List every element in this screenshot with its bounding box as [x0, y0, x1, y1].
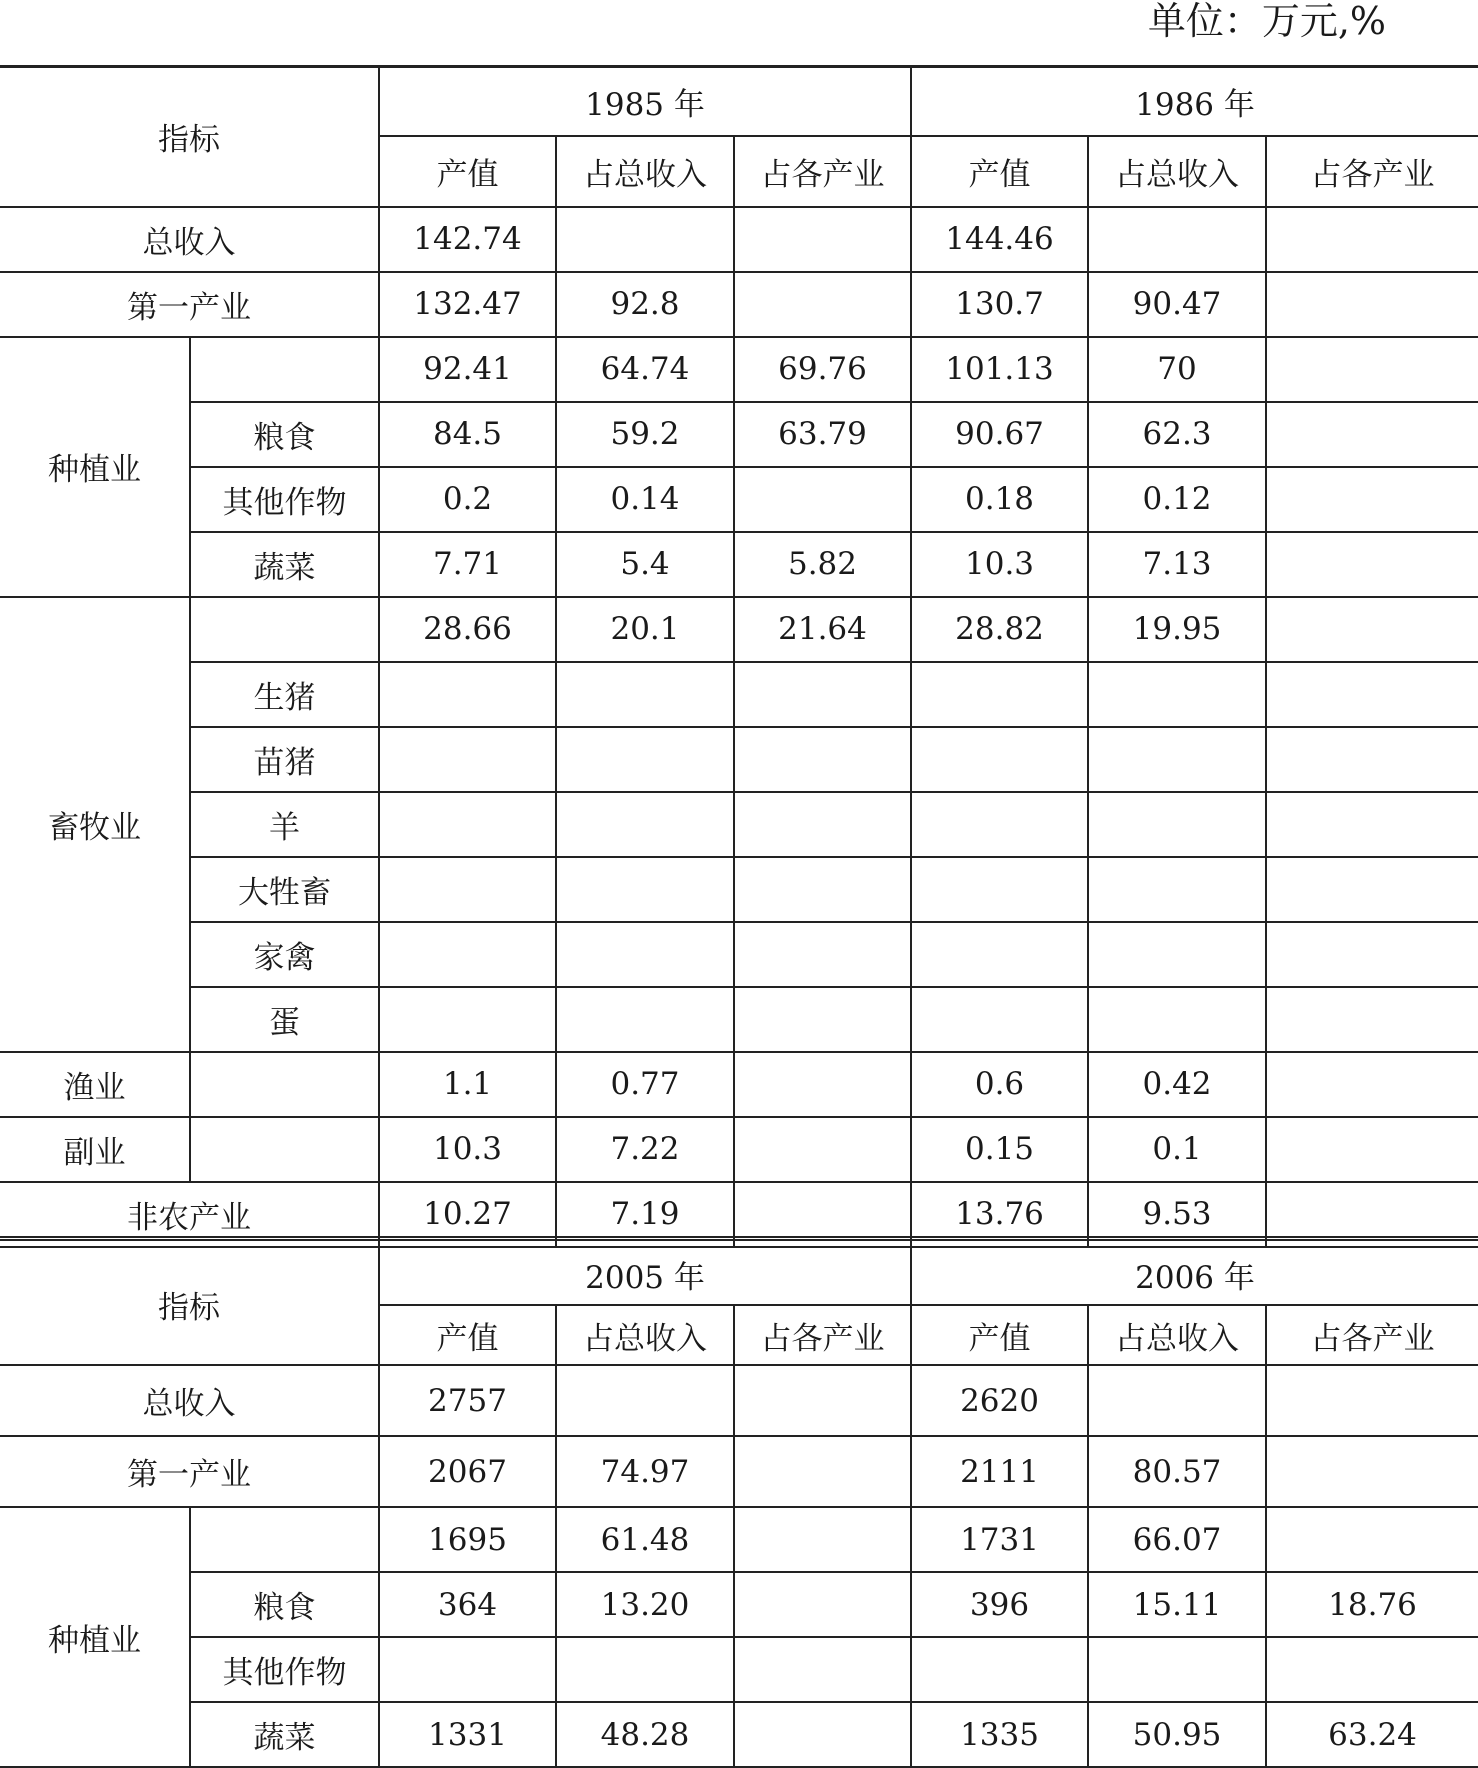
table-cell — [556, 987, 734, 1052]
income-table-1985-1986 — [0, 65, 1478, 1248]
row-label: 总收入 — [0, 1365, 379, 1436]
table-cell — [1088, 922, 1266, 987]
table-cell — [1088, 857, 1266, 922]
income-table-2005-2006 — [0, 1244, 1478, 1768]
table-row — [0, 1637, 1478, 1702]
table-cell: 10.3 — [911, 532, 1088, 597]
table-cell: 132.47 — [379, 272, 556, 337]
table-cell — [734, 207, 911, 272]
year-header: 1986 年 — [911, 67, 1478, 136]
table-row — [0, 1436, 1478, 1507]
table-divider — [0, 1236, 1478, 1241]
table-cell — [734, 1507, 911, 1572]
table-cell: 20.1 — [556, 597, 734, 662]
table-cell — [734, 1365, 911, 1436]
table-cell — [556, 792, 734, 857]
table-cell — [556, 207, 734, 272]
table-row — [0, 662, 1478, 727]
sub-label — [190, 1117, 379, 1182]
table-cell: 130.7 — [911, 272, 1088, 337]
row-label: 非农产业 — [0, 1182, 379, 1247]
table-cell — [1266, 337, 1478, 402]
table-cell: 2067 — [379, 1436, 556, 1507]
table-cell — [1266, 792, 1478, 857]
table-cell: 2757 — [379, 1365, 556, 1436]
table-cell — [911, 792, 1088, 857]
table-cell — [379, 727, 556, 792]
table-cell: 1.1 — [379, 1052, 556, 1117]
header-row-years — [0, 1244, 1478, 1305]
group-label: 渔业 — [0, 1052, 190, 1117]
sub-label: 蛋 — [190, 987, 379, 1052]
table-row — [0, 1052, 1478, 1117]
table-cell: 5.82 — [734, 532, 911, 597]
table-cell: 70 — [1088, 337, 1266, 402]
table-row — [0, 1365, 1478, 1436]
table-cell — [734, 1572, 911, 1637]
table-cell — [1088, 207, 1266, 272]
header-row-years — [0, 67, 1478, 136]
subheader-output: 产值 — [379, 136, 556, 207]
subheader-output: 产值 — [379, 1305, 556, 1365]
table-cell — [1266, 922, 1478, 987]
sub-label — [190, 1507, 379, 1572]
table-row — [0, 402, 1478, 467]
table-cell — [1266, 532, 1478, 597]
table-cell: 66.07 — [1088, 1507, 1266, 1572]
table-cell — [1088, 1365, 1266, 1436]
table-cell — [556, 1637, 734, 1702]
table-cell — [1266, 467, 1478, 532]
subheader-share-total: 占总收入 — [1088, 1305, 1266, 1365]
table-cell — [1088, 987, 1266, 1052]
table-cell — [911, 662, 1088, 727]
table-cell — [1266, 987, 1478, 1052]
table-cell — [556, 727, 734, 792]
table-cell — [734, 792, 911, 857]
table-cell: 7.22 — [556, 1117, 734, 1182]
table-cell: 48.28 — [556, 1702, 734, 1767]
table-cell: 84.5 — [379, 402, 556, 467]
table-cell — [734, 467, 911, 532]
subheader-output: 产值 — [911, 136, 1088, 207]
table-cell: 13.20 — [556, 1572, 734, 1637]
table-cell: 0.77 — [556, 1052, 734, 1117]
row-label: 总收入 — [0, 207, 379, 272]
table-cell — [379, 987, 556, 1052]
sub-label: 其他作物 — [190, 1637, 379, 1702]
table-cell — [734, 857, 911, 922]
table-cell: 7.13 — [1088, 532, 1266, 597]
table-cell — [1266, 857, 1478, 922]
table-cell — [379, 857, 556, 922]
table-cell — [1088, 662, 1266, 727]
table-cell — [911, 857, 1088, 922]
subheader-share-industry: 占各产业 — [734, 136, 911, 207]
table-cell — [734, 1117, 911, 1182]
table-cell — [1266, 1436, 1478, 1507]
sub-label: 粮食 — [190, 402, 379, 467]
year-header: 2005 年 — [379, 1244, 911, 1305]
table-cell: 90.67 — [911, 402, 1088, 467]
table-cell — [379, 922, 556, 987]
table-cell: 0.6 — [911, 1052, 1088, 1117]
sub-label: 家禽 — [190, 922, 379, 987]
table-cell: 59.2 — [556, 402, 734, 467]
table-cell — [1266, 402, 1478, 467]
table-cell — [556, 857, 734, 922]
table-cell — [556, 922, 734, 987]
table-row — [0, 727, 1478, 792]
table-cell — [734, 1436, 911, 1507]
table-cell — [1088, 1637, 1266, 1702]
table-row — [0, 207, 1478, 272]
table-cell: 0.12 — [1088, 467, 1266, 532]
year-header: 1985 年 — [379, 67, 911, 136]
table-row — [0, 857, 1478, 922]
table-cell — [379, 662, 556, 727]
row-label: 第一产业 — [0, 1436, 379, 1507]
table-cell: 15.11 — [1088, 1572, 1266, 1637]
table-row — [0, 922, 1478, 987]
table-cell: 62.3 — [1088, 402, 1266, 467]
table-cell — [1266, 1052, 1478, 1117]
table-row — [0, 1702, 1478, 1767]
table-cell — [911, 987, 1088, 1052]
sub-label: 粮食 — [190, 1572, 379, 1637]
table-cell — [556, 1365, 734, 1436]
sub-label — [190, 597, 379, 662]
sub-label: 其他作物 — [190, 467, 379, 532]
table-cell — [379, 1637, 556, 1702]
table-cell: 63.79 — [734, 402, 911, 467]
table-cell: 1335 — [911, 1702, 1088, 1767]
sub-label: 蔬菜 — [190, 1702, 379, 1767]
table-cell: 1731 — [911, 1507, 1088, 1572]
table-row — [0, 1572, 1478, 1637]
table-cell: 142.74 — [379, 207, 556, 272]
table-cell: 64.74 — [556, 337, 734, 402]
group-label: 副业 — [0, 1117, 190, 1182]
subheader-share-total: 占总收入 — [556, 136, 734, 207]
table-cell: 2620 — [911, 1365, 1088, 1436]
table-cell: 5.4 — [556, 532, 734, 597]
table-row — [0, 987, 1478, 1052]
table-cell — [734, 1702, 911, 1767]
table-cell: 69.76 — [734, 337, 911, 402]
table-cell — [911, 727, 1088, 792]
table-cell — [911, 922, 1088, 987]
table-cell: 144.46 — [911, 207, 1088, 272]
table-row — [0, 272, 1478, 337]
table-row — [0, 1117, 1478, 1182]
table-row — [0, 1507, 1478, 1572]
table-cell — [734, 662, 911, 727]
table-cell: 7.71 — [379, 532, 556, 597]
table-row — [0, 467, 1478, 532]
table-cell: 0.1 — [1088, 1117, 1266, 1182]
sub-label: 苗猪 — [190, 727, 379, 792]
indicator-header: 指标 — [0, 1244, 379, 1365]
table-cell — [1266, 1507, 1478, 1572]
table-cell: 396 — [911, 1572, 1088, 1637]
table-cell: 28.66 — [379, 597, 556, 662]
group-label: 种植业 — [0, 337, 190, 597]
table-cell — [1266, 1365, 1478, 1436]
subheader-share-industry: 占各产业 — [1266, 1305, 1478, 1365]
subheader-share-total: 占总收入 — [556, 1305, 734, 1365]
sub-label: 羊 — [190, 792, 379, 857]
table-cell — [379, 792, 556, 857]
table-cell: 10.27 — [379, 1182, 556, 1247]
table-cell — [911, 1637, 1088, 1702]
table-cell — [1266, 1637, 1478, 1702]
table-cell — [1266, 1117, 1478, 1182]
table-cell: 92.41 — [379, 337, 556, 402]
table-cell: 61.48 — [556, 1507, 734, 1572]
table-cell — [734, 727, 911, 792]
subheader-output: 产值 — [911, 1305, 1088, 1365]
table-cell: 28.82 — [911, 597, 1088, 662]
row-label: 第一产业 — [0, 272, 379, 337]
table-cell: 21.64 — [734, 597, 911, 662]
table-cell: 1695 — [379, 1507, 556, 1572]
table-row — [0, 792, 1478, 857]
table-cell: 0.42 — [1088, 1052, 1266, 1117]
table-cell — [734, 272, 911, 337]
table-cell: 50.95 — [1088, 1702, 1266, 1767]
table-cell — [1266, 597, 1478, 662]
sub-label: 生猪 — [190, 662, 379, 727]
table-cell: 90.47 — [1088, 272, 1266, 337]
table-cell — [734, 922, 911, 987]
subheader-share-total: 占总收入 — [1088, 136, 1266, 207]
year-header: 2006 年 — [911, 1244, 1478, 1305]
sub-label: 大牲畜 — [190, 857, 379, 922]
table-cell: 19.95 — [1088, 597, 1266, 662]
table-row — [0, 597, 1478, 662]
table-cell: 0.14 — [556, 467, 734, 532]
table-cell — [1088, 792, 1266, 857]
table-cell: 18.76 — [1266, 1572, 1478, 1637]
table-cell — [734, 1637, 911, 1702]
table-cell: 74.97 — [556, 1436, 734, 1507]
unit-label: 单位：万元,% — [1147, 0, 1386, 43]
subheader-share-industry: 占各产业 — [1266, 136, 1478, 207]
table-cell — [1266, 272, 1478, 337]
table-cell — [1266, 727, 1478, 792]
group-label: 种植业 — [0, 1507, 190, 1767]
subheader-share-industry: 占各产业 — [734, 1305, 911, 1365]
table-cell: 2111 — [911, 1436, 1088, 1507]
table-cell: 1331 — [379, 1702, 556, 1767]
table-cell: 7.19 — [556, 1182, 734, 1247]
group-label: 畜牧业 — [0, 597, 190, 1052]
table-cell: 10.3 — [379, 1117, 556, 1182]
sub-label: 蔬菜 — [190, 532, 379, 597]
table-cell: 80.57 — [1088, 1436, 1266, 1507]
table-row — [0, 532, 1478, 597]
table-cell: 0.2 — [379, 467, 556, 532]
table-cell: 364 — [379, 1572, 556, 1637]
table-cell — [1266, 662, 1478, 727]
table-cell: 0.18 — [911, 467, 1088, 532]
table-cell — [734, 987, 911, 1052]
indicator-header: 指标 — [0, 67, 379, 207]
table-cell: 101.13 — [911, 337, 1088, 402]
table-cell: 13.76 — [911, 1182, 1088, 1247]
table-cell: 92.8 — [556, 272, 734, 337]
table-cell: 9.53 — [1088, 1182, 1266, 1247]
sub-label — [190, 337, 379, 402]
sub-label — [190, 1052, 379, 1117]
table-cell — [1266, 207, 1478, 272]
table-cell — [734, 1052, 911, 1117]
table-row — [0, 337, 1478, 402]
table-cell: 63.24 — [1266, 1702, 1478, 1767]
table-cell — [556, 662, 734, 727]
table-cell — [1088, 727, 1266, 792]
table-cell: 0.15 — [911, 1117, 1088, 1182]
